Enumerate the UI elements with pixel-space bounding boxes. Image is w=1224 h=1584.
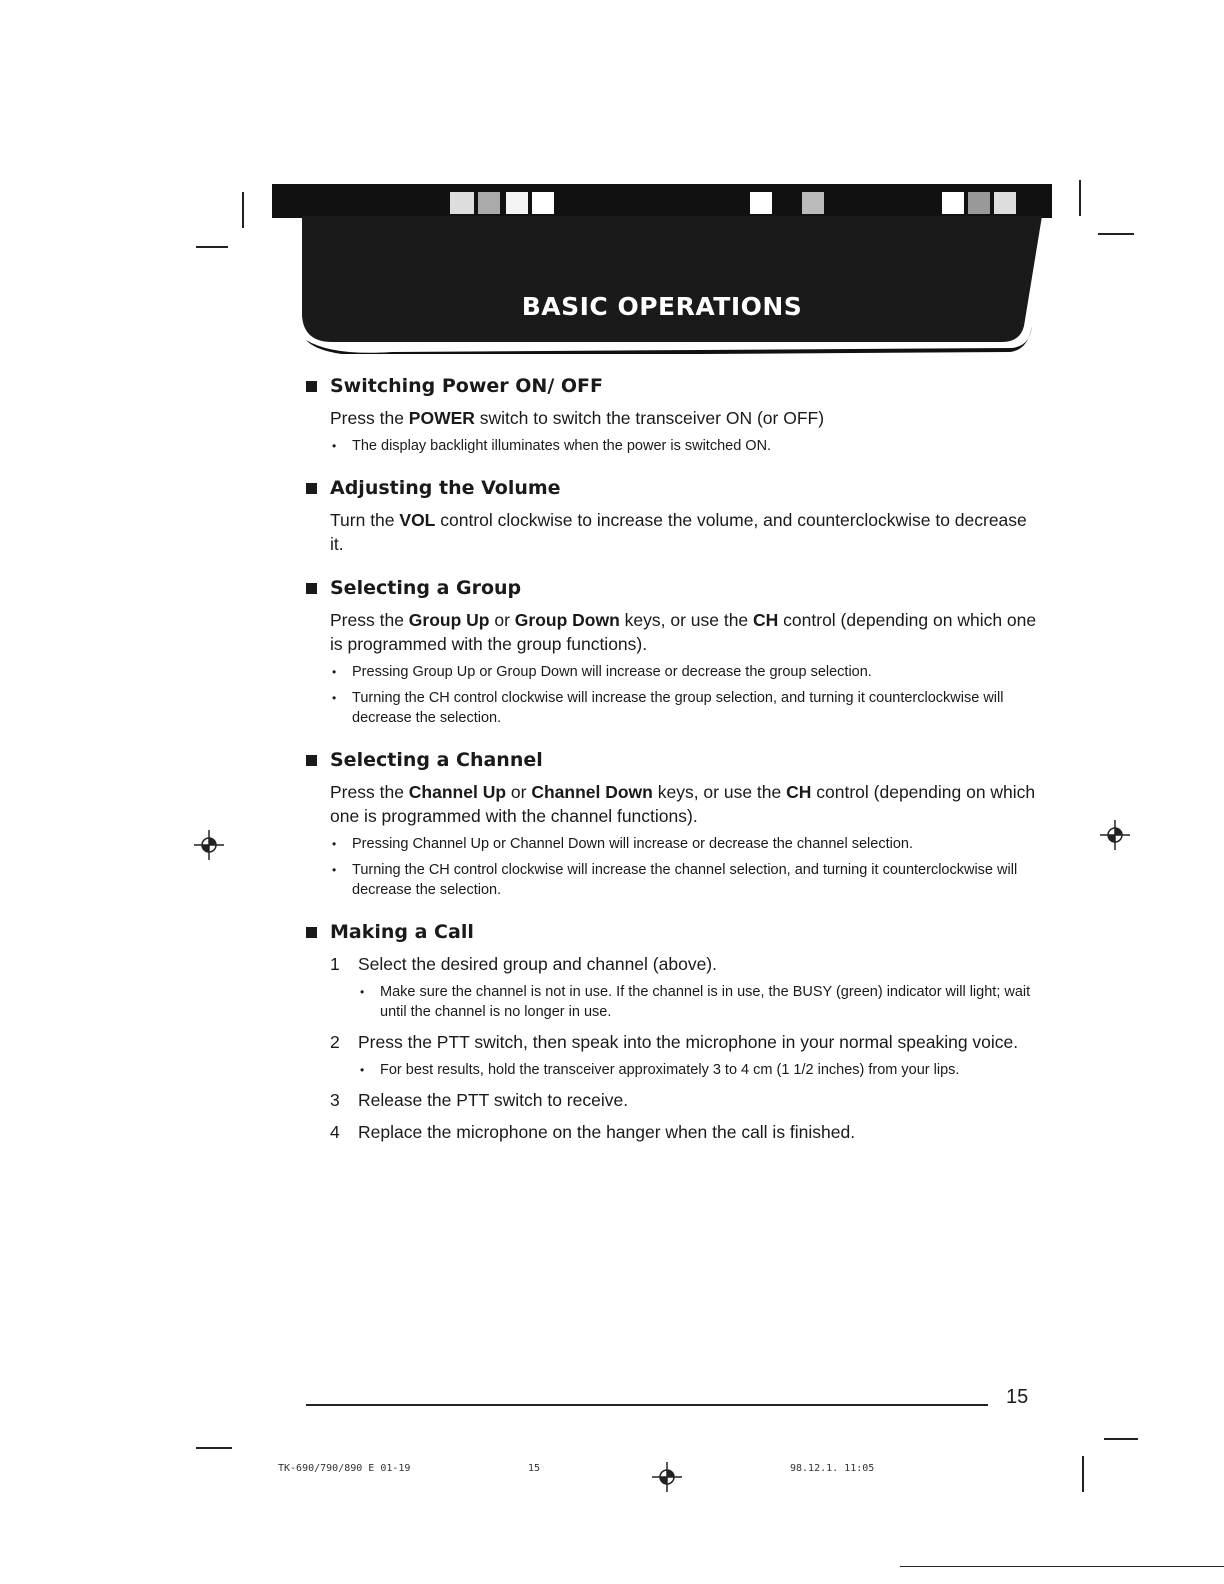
- footer-page-code: 15: [528, 1463, 541, 1474]
- body-keyword: VOL: [399, 510, 436, 530]
- body-keyword: Channel Down: [531, 782, 653, 802]
- body-text: switch to switch the transceiver ON (or OFF): [474, 408, 825, 428]
- note-text: Make sure the channel is not in use. If the channel is in use, the BUSY (green) indicator will light; wait until the channel is no longer in use.: [380, 984, 1031, 1020]
- step-text: Release the PTT switch to receive.: [358, 1090, 629, 1110]
- note-item: [330, 860, 1040, 900]
- body-text: Turn the: [330, 510, 400, 530]
- banner-background: [272, 176, 1052, 354]
- note-text: Pressing Channel Up or Channel Down will increase or decrease the channel selection.: [352, 836, 913, 852]
- body-keyword: Channel Up: [408, 782, 507, 802]
- section-body: [330, 780, 1040, 828]
- note-list: [358, 1060, 1040, 1080]
- crop-mark: [196, 1447, 232, 1449]
- section-heading: [300, 372, 1040, 400]
- crop-mark: [1079, 180, 1081, 216]
- bullet-dot-icon: •: [360, 1063, 365, 1077]
- section-body: [330, 608, 1040, 656]
- note-item: [330, 834, 1040, 854]
- body-text: keys, or use the: [652, 782, 787, 802]
- page-number: 15: [1006, 1386, 1029, 1408]
- step-list: [330, 952, 1040, 1144]
- instruction-section: [300, 918, 1040, 1144]
- note-text: Turning the CH control clockwise will increase the channel selection, and turning it counterclockwise will decrease the selection.: [352, 862, 1018, 898]
- crop-mark: [1098, 233, 1134, 235]
- note-text: For best results, hold the transceiver approximately 3 to 4 cm (1 1/2 inches) from your lips.: [380, 1062, 960, 1078]
- note-item: [358, 982, 1040, 1022]
- crop-mark: [1082, 1456, 1084, 1492]
- note-list: [330, 834, 1040, 900]
- note-item: [330, 662, 1040, 682]
- step-item: [330, 1088, 1040, 1112]
- step-number: 2: [330, 1032, 340, 1052]
- body-keyword: CH: [753, 610, 779, 630]
- section-heading-text: Selecting a Group: [330, 577, 522, 599]
- note-text: The display backlight illuminates when the power is switched ON.: [352, 438, 772, 454]
- section-body: [330, 406, 1040, 430]
- note-list: [330, 436, 1040, 456]
- note-item: [358, 1060, 1040, 1080]
- section-heading-text: Making a Call: [330, 921, 474, 943]
- note-text: Turning the CH control clockwise will increase the group selection, and turning it counterclockwise will decrease the selection.: [352, 690, 1004, 726]
- step-number: 1: [330, 954, 340, 974]
- body-keyword: CH: [786, 782, 812, 802]
- body-text: control (depending on which one is programmed with the group functions).: [330, 610, 1037, 654]
- note-item: [330, 688, 1040, 728]
- note-list: [358, 982, 1040, 1022]
- step-text: Replace the microphone on the hanger when the call is finished.: [358, 1122, 856, 1142]
- bullet-dot-icon: •: [332, 665, 337, 679]
- section-heading-text: Adjusting the Volume: [330, 477, 561, 499]
- bullet-dot-icon: •: [332, 837, 337, 851]
- footer-doc-code: TK-690/790/890 E 01-19: [278, 1463, 411, 1474]
- body-text: control (depending on which one is programmed with the channel functions).: [330, 782, 1036, 826]
- step-text: Press the PTT switch, then speak into the microphone in your normal speaking voice.: [358, 1032, 1019, 1052]
- section-heading: [300, 918, 1040, 946]
- body-text: keys, or use the: [619, 610, 754, 630]
- registration-mark-icon: [194, 830, 224, 860]
- page-title: BASIC OPERATIONS: [521, 292, 803, 321]
- footer-rule: [306, 1404, 988, 1406]
- step-number: 4: [330, 1122, 340, 1142]
- section-heading-text: Selecting a Channel: [330, 749, 543, 771]
- bullet-dot-icon: •: [332, 863, 337, 877]
- section-heading: [300, 574, 1040, 602]
- crop-mark: [242, 192, 244, 228]
- square-bullet-icon: [306, 483, 317, 494]
- section-banner: [272, 176, 1052, 354]
- crop-mark: [196, 246, 228, 248]
- bullet-dot-icon: •: [360, 985, 365, 999]
- body-text: Press the: [330, 408, 409, 428]
- note-text: Pressing Group Up or Group Down will increase or decrease the group selection.: [352, 664, 872, 680]
- crop-mark: [1104, 1438, 1138, 1440]
- square-bullet-icon: [306, 381, 317, 392]
- section-body: [330, 508, 1040, 556]
- body-text: control clockwise to increase the volume, and counterclockwise to decrease it.: [330, 510, 1027, 554]
- square-bullet-icon: [306, 927, 317, 938]
- body-text: Press the: [330, 782, 409, 802]
- body-text: Press the: [330, 610, 409, 630]
- step-item: [330, 1030, 1040, 1080]
- body-text: or: [489, 610, 515, 630]
- instruction-section: [300, 372, 1040, 456]
- note-list: [330, 662, 1040, 728]
- step-item: [330, 952, 1040, 1022]
- instruction-section: [300, 574, 1040, 728]
- body-keyword: Group Up: [408, 610, 490, 630]
- content-area: [300, 372, 1040, 1162]
- instruction-section: [300, 474, 1040, 556]
- step-number: 3: [330, 1090, 340, 1110]
- step-text: Select the desired group and channel (above).: [358, 954, 717, 974]
- crop-mark: [900, 1566, 1224, 1567]
- section-heading-text: Switching Power ON/ OFF: [330, 375, 603, 397]
- instruction-section: [300, 746, 1040, 900]
- bullet-dot-icon: •: [332, 439, 337, 453]
- body-keyword: POWER: [408, 408, 475, 428]
- square-bullet-icon: [306, 755, 317, 766]
- square-bullet-icon: [306, 583, 317, 594]
- section-heading: [300, 474, 1040, 502]
- section-heading: [300, 746, 1040, 774]
- step-item: [330, 1120, 1040, 1144]
- footer-timestamp: 98.12.1. 11:05: [790, 1463, 875, 1474]
- registration-mark-icon: [652, 1462, 682, 1492]
- note-item: [330, 436, 1040, 456]
- registration-mark-icon: [1100, 820, 1130, 850]
- bullet-dot-icon: •: [332, 691, 337, 705]
- body-keyword: Group Down: [514, 610, 620, 630]
- body-text: or: [506, 782, 532, 802]
